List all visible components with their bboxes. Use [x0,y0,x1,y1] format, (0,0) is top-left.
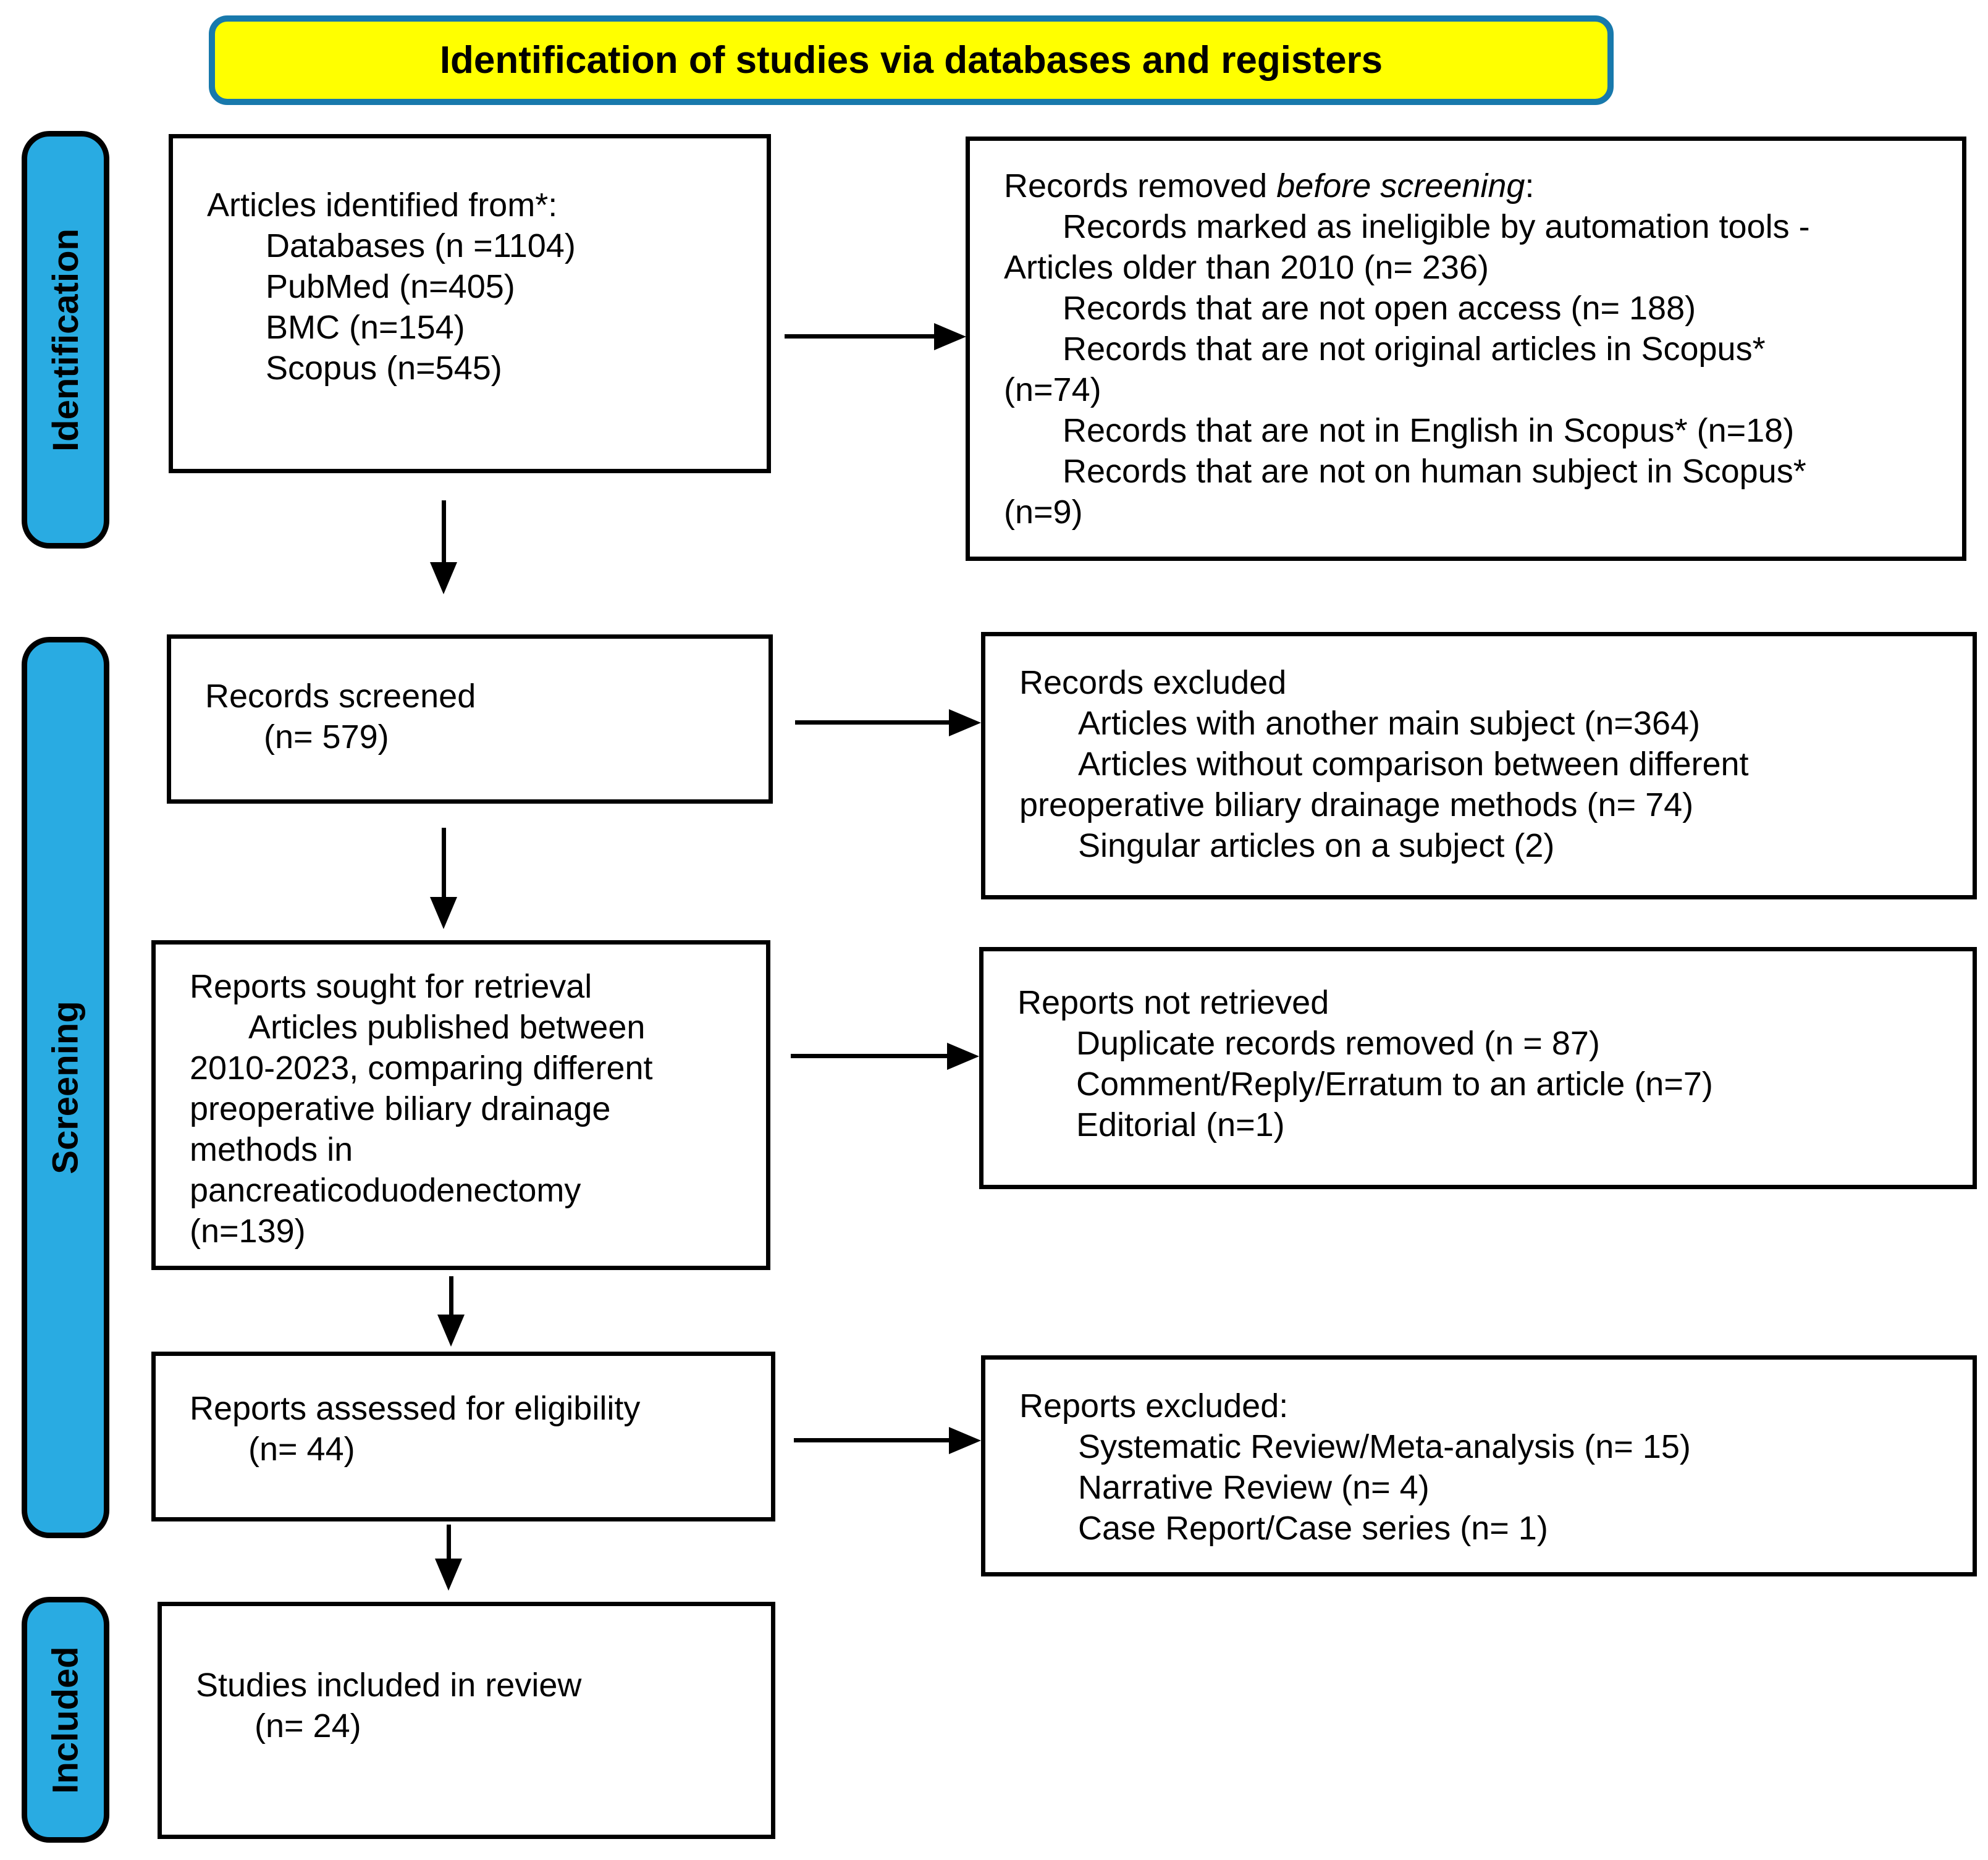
text-line: Reports not retrieved [1017,984,1329,1021]
text-line: preoperative biliary drainage [190,1090,611,1127]
arrow-sought-to-assessed [449,1276,453,1315]
records-removed-heading-prefix: Records removed [1004,167,1277,204]
text-line: Records marked as ineligible by automation tools - [1063,208,1810,245]
text-line: BMC (n=154) [266,309,465,346]
text-line: (n=139) [190,1213,306,1250]
text-line: Narrative Review (n= 4) [1078,1469,1430,1506]
box-articles-identified [169,134,771,473]
text-line: Systematic Review/Meta-analysis (n= 15) [1078,1428,1691,1465]
text-line: Articles older than 2010 (n= 236) [1004,249,1489,286]
text-line: Duplicate records removed (n = 87) [1076,1025,1600,1062]
text-line: pancreaticoduodenectomy [190,1172,581,1209]
text-line: preoperative biliary drainage methods (n= 74) [1019,786,1694,823]
stage-label-identification [22,131,109,549]
text-line: Articles published between [248,1009,646,1046]
arrow-assessed-to-reports-excluded [794,1438,949,1442]
text-line: (n=9) [1004,494,1083,531]
text-line: Singular articles on a subject (2) [1078,827,1555,864]
text-line: Scopus (n=545) [266,350,502,387]
stage-included-text: Included [45,1646,86,1794]
stage-label-screening [22,637,109,1538]
text-line: 2010-2023, comparing different [190,1050,653,1087]
arrow-screened-to-sought [442,828,446,897]
title-banner [209,15,1614,105]
stage-label-included [22,1597,109,1843]
text-line: (n= 44) [248,1431,355,1468]
text-line: Comment/Reply/Erratum to an article (n=7) [1076,1066,1713,1103]
arrow-identified-to-removed [785,334,934,339]
arrow-identified-to-screened [442,500,446,562]
text-line: Editorial (n=1) [1076,1106,1285,1143]
arrow-assessed-to-included [447,1525,451,1559]
text-line: (n= 24) [255,1707,361,1744]
box-reports-assessed [151,1352,775,1521]
text-line: Articles identified from*: [207,187,558,224]
text-line: Records screened [205,678,476,715]
text-line: Articles with another main subject (n=364) [1078,705,1700,742]
text-line: Databases (n =1104) [266,227,576,264]
text-line: methods in [190,1131,353,1168]
text-line: Records that are not in English in Scopus* (n=18) [1063,412,1795,449]
records-removed-lines [1004,206,1940,532]
text-line: Reports sought for retrieval [190,968,592,1005]
text-line: Records that are not open access (n= 188) [1063,290,1696,327]
box-records-screened [167,634,773,804]
text-line: Reports assessed for eligibility [190,1390,641,1427]
box-records-excluded [981,632,1977,899]
records-removed-heading-italic: before screening [1276,167,1525,204]
records-removed-heading-suffix: : [1525,167,1535,204]
text-line: PubMed (n=405) [266,268,515,305]
box-records-removed [966,137,1966,561]
arrow-screened-to-excluded [795,720,949,725]
text-line: Articles without comparison between different [1078,746,1749,783]
stage-identification-text: Identification [45,228,86,452]
stage-screening-text: Screening [45,1001,86,1174]
arrow-sought-to-not-retrieved [791,1054,947,1058]
text-line: Case Report/Case series (n= 1) [1078,1510,1548,1547]
title-text: Identification of studies via databases and registers [439,39,1383,82]
box-reports-not-retrieved [979,947,1977,1189]
text-line: Records that are not original articles in Scopus* [1063,330,1766,368]
box-reports-excluded [981,1355,1977,1576]
text-line: Records excluded [1019,664,1287,701]
text-line: (n= 579) [264,718,389,755]
text-line: Reports excluded: [1019,1387,1289,1424]
box-reports-sought [151,940,770,1270]
records-removed-heading [1004,166,1940,206]
text-line: Records that are not on human subject in Scopus* [1063,453,1806,490]
text-line: (n=74) [1004,371,1101,408]
box-studies-included [158,1602,775,1839]
text-line: Studies included in review [196,1667,582,1704]
